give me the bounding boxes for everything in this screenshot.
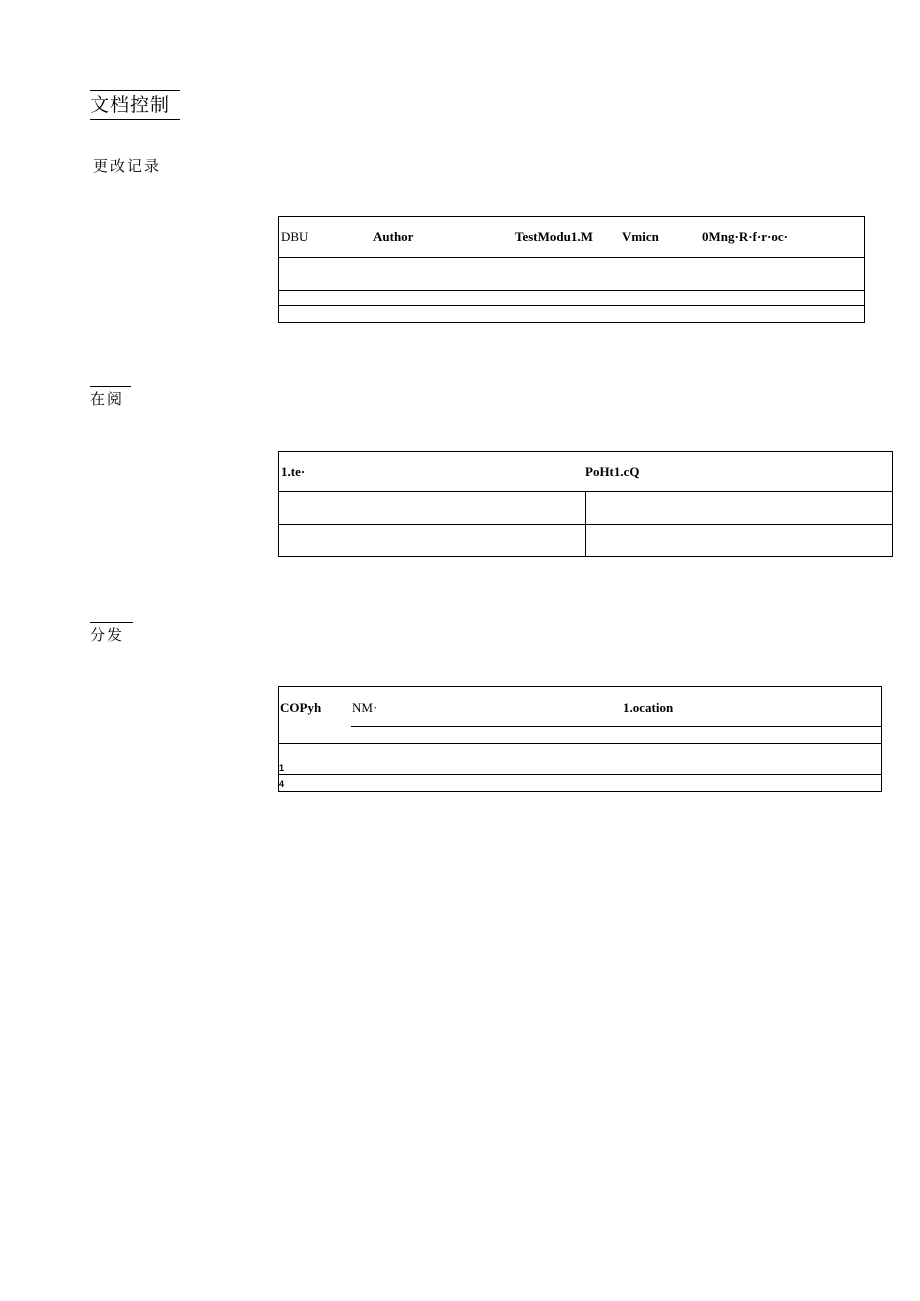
distribution-heading: 分发 (90, 622, 133, 645)
distribution-table (278, 686, 882, 792)
row-divider (279, 774, 881, 775)
header-underline (351, 726, 881, 727)
column-header-position: PoHt1.cQ (585, 464, 640, 479)
column-header-author: Author (373, 229, 414, 244)
column-divider (585, 491, 586, 556)
change-record-heading: 更改记录 (93, 157, 162, 175)
column-header-change-reference: 0Mng·R·f·r·oc· (702, 229, 788, 244)
column-header-location: 1.ocation (623, 700, 674, 715)
column-header-name: NM· (352, 700, 378, 715)
column-header-name: 1.te· (281, 464, 306, 479)
row-number: 4 (279, 779, 285, 789)
review-heading: 在阅 (90, 386, 131, 409)
document-control-title: 文档控制 (90, 90, 180, 120)
row-divider (279, 305, 864, 306)
review-table (278, 451, 893, 557)
column-header-version: Vmicn (622, 229, 659, 244)
column-header-module: TestModu1.M (515, 229, 593, 244)
row-divider (279, 257, 864, 258)
row-divider (279, 290, 864, 291)
column-header-copy-no: COPyh (280, 700, 322, 715)
row-number: 1 (279, 763, 285, 773)
change-record-table (278, 216, 865, 323)
column-header-date: DBU (281, 229, 309, 244)
row-divider (279, 743, 881, 744)
